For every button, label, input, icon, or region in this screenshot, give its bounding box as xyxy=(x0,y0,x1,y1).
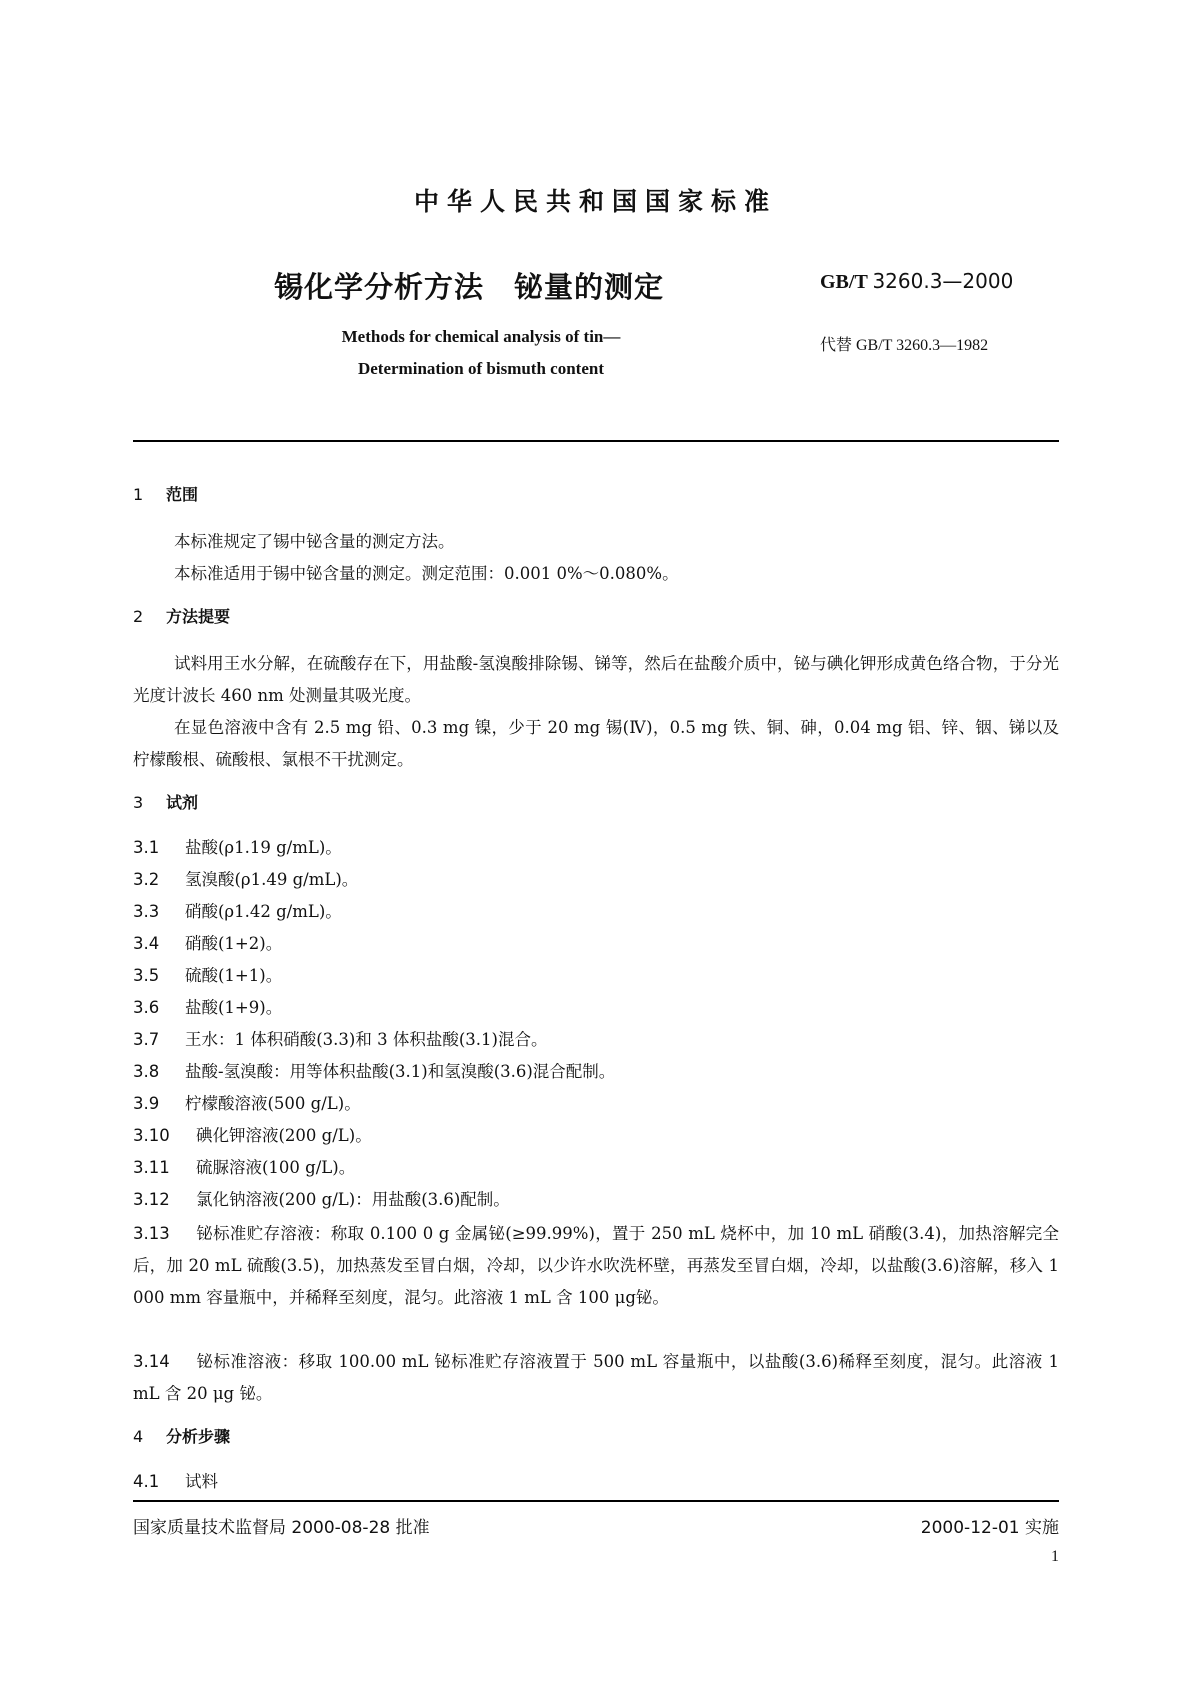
item-text: 铋标准溶液：移取 100.00 mL 铋标准贮存溶液置于 500 mL 容量瓶中，以盐酸(3.6)稀释至刻度，混匀。此溶液 1 mL 含 20 μg 铋。 xyxy=(133,1352,1059,1403)
item-number: 3.6 xyxy=(133,998,160,1017)
section-number: 3 xyxy=(133,793,144,812)
paragraph-text: 在显色溶液中含有 2.5 mg 铅、0.3 mg 镍，少于 20 mg 锡(Ⅳ)，0.5 mg 铁、铜、砷，0.04 mg 铝、锌、铟、锑以及柠檬酸根、硫酸根、氯根不干扰测定。 xyxy=(133,718,1059,769)
reagent-item xyxy=(133,1026,547,1050)
section-number: 2 xyxy=(133,607,144,626)
item-text: 碘化钾溶液(200 g/L)。 xyxy=(196,1126,372,1145)
reagent-item xyxy=(133,930,282,954)
section-title: 方法提要 xyxy=(166,607,231,626)
subsection-4-1 xyxy=(133,1468,218,1492)
item-number: 3.14 xyxy=(133,1352,170,1371)
item-text: 盐酸(1+9)。 xyxy=(185,998,283,1017)
item-text: 王水：1 体积硝酸(3.3)和 3 体积盐酸(3.1)混合。 xyxy=(185,1030,548,1049)
title-part-1: 锡化学分析方法 xyxy=(274,270,485,304)
item-number: 3.2 xyxy=(133,870,160,889)
item-text: 盐酸-氢溴酸：用等体积盐酸(3.1)和氢溴酸(3.6)混合配制。 xyxy=(185,1062,616,1081)
item-text: 氯化钠溶液(200 g/L)：用盐酸(3.6)配制。 xyxy=(196,1190,510,1209)
item-number: 3.5 xyxy=(133,966,160,985)
reagent-item xyxy=(133,962,282,986)
paragraph-text: 试料用王水分解，在硫酸存在下，用盐酸-氢溴酸排除锡、锑等，然后在盐酸介质中，铋与碘化钾形成黄色络合物，于分光光度计波长 460 nm 处测量其吸光度。 xyxy=(133,654,1059,705)
english-title-line-2: Determination of bismuth content xyxy=(357,359,604,378)
section-title: 范围 xyxy=(166,485,199,504)
item-number: 3.9 xyxy=(133,1094,160,1113)
section-title: 试剂 xyxy=(166,793,199,812)
section-1-heading xyxy=(133,482,198,505)
reagent-item xyxy=(133,1186,510,1210)
reagent-item xyxy=(133,1058,615,1082)
page-number: 1 xyxy=(1051,1548,1059,1565)
section-2-paragraph-1 xyxy=(133,648,1059,712)
english-title-line-1: Methods for chemical analysis of tin— xyxy=(341,327,621,346)
reagent-item xyxy=(133,1218,1059,1314)
reagent-item xyxy=(133,1090,361,1114)
item-text: 氢溴酸(ρ1.49 g/mL)。 xyxy=(185,870,359,889)
national-standard-title: 中华人民共和国国家标准 xyxy=(413,187,777,216)
title-part-2: 铋量的测定 xyxy=(514,270,665,304)
item-number: 3.11 xyxy=(133,1158,170,1177)
standard-code: 3260.3—2000 xyxy=(872,269,1014,293)
section-3-heading xyxy=(133,790,198,813)
reagent-item xyxy=(133,834,342,858)
document-title-cn xyxy=(274,265,664,306)
reagent-item xyxy=(133,1122,372,1146)
item-number: 3.1 xyxy=(133,838,160,857)
item-text: 试料 xyxy=(185,1472,218,1491)
item-text: 硫脲溶液(100 g/L)。 xyxy=(196,1158,356,1177)
item-text: 硝酸(ρ1.42 g/mL)。 xyxy=(185,902,342,921)
reagent-item xyxy=(133,866,358,890)
reagent-item xyxy=(133,1346,1059,1410)
item-number: 3.12 xyxy=(133,1190,170,1209)
item-text: 盐酸(ρ1.19 g/mL)。 xyxy=(185,838,342,857)
section-2-paragraph-2 xyxy=(133,712,1059,776)
section-2-heading xyxy=(133,604,230,627)
item-text: 硝酸(1+2)。 xyxy=(185,934,283,953)
item-number: 3.3 xyxy=(133,902,160,921)
standard-number xyxy=(820,269,1013,294)
approval-notice: 国家质量技术监督局 2000-08-28 批准 xyxy=(133,1518,430,1538)
item-number: 3.7 xyxy=(133,1030,160,1049)
section-1-paragraph-2: 本标准适用于锡中铋含量的测定。测定范围：0.001 0%～0.080%。 xyxy=(174,564,679,583)
item-number: 4.1 xyxy=(133,1472,160,1491)
item-number: 3.10 xyxy=(133,1126,170,1145)
footer-divider xyxy=(133,1500,1059,1502)
item-number: 3.8 xyxy=(133,1062,160,1081)
section-title: 分析步骤 xyxy=(166,1427,231,1446)
item-number: 3.13 xyxy=(133,1224,170,1243)
item-number: 3.4 xyxy=(133,934,160,953)
section-number: 1 xyxy=(133,485,144,504)
standard-prefix: GB/T xyxy=(820,271,868,293)
reagent-item xyxy=(133,994,282,1018)
section-number: 4 xyxy=(133,1427,144,1446)
reagent-item xyxy=(133,898,342,922)
item-text: 铋标准贮存溶液：称取 0.100 0 g 金属铋(≥99.99%)，置于 250 mL 烧杯中，加 10 mL 硝酸(3.4)，加热溶解完全后，加 20 mL 硫酸(3.5)，加热蒸发至冒白烟，冷却，以少许水吹洗杯壁，再蒸发至冒白烟，冷却，以盐酸(3.6)溶解，移入 1 000 mm 容量瓶中，并稀释至刻度，混匀。此溶液 1 mL 含 100 μg铋。 xyxy=(133,1224,1059,1307)
section-4-heading xyxy=(133,1424,230,1447)
replaces-standard: 代替 GB/T 3260.3—1982 xyxy=(820,337,989,354)
implementation-date: 2000-12-01 实施 xyxy=(920,1518,1059,1538)
item-text: 柠檬酸溶液(500 g/L)。 xyxy=(185,1094,361,1113)
item-text: 硫酸(1+1)。 xyxy=(185,966,283,985)
section-1-paragraph-1: 本标准规定了锡中铋含量的测定方法。 xyxy=(174,532,455,551)
reagent-item xyxy=(133,1154,355,1178)
header-divider xyxy=(133,440,1059,442)
